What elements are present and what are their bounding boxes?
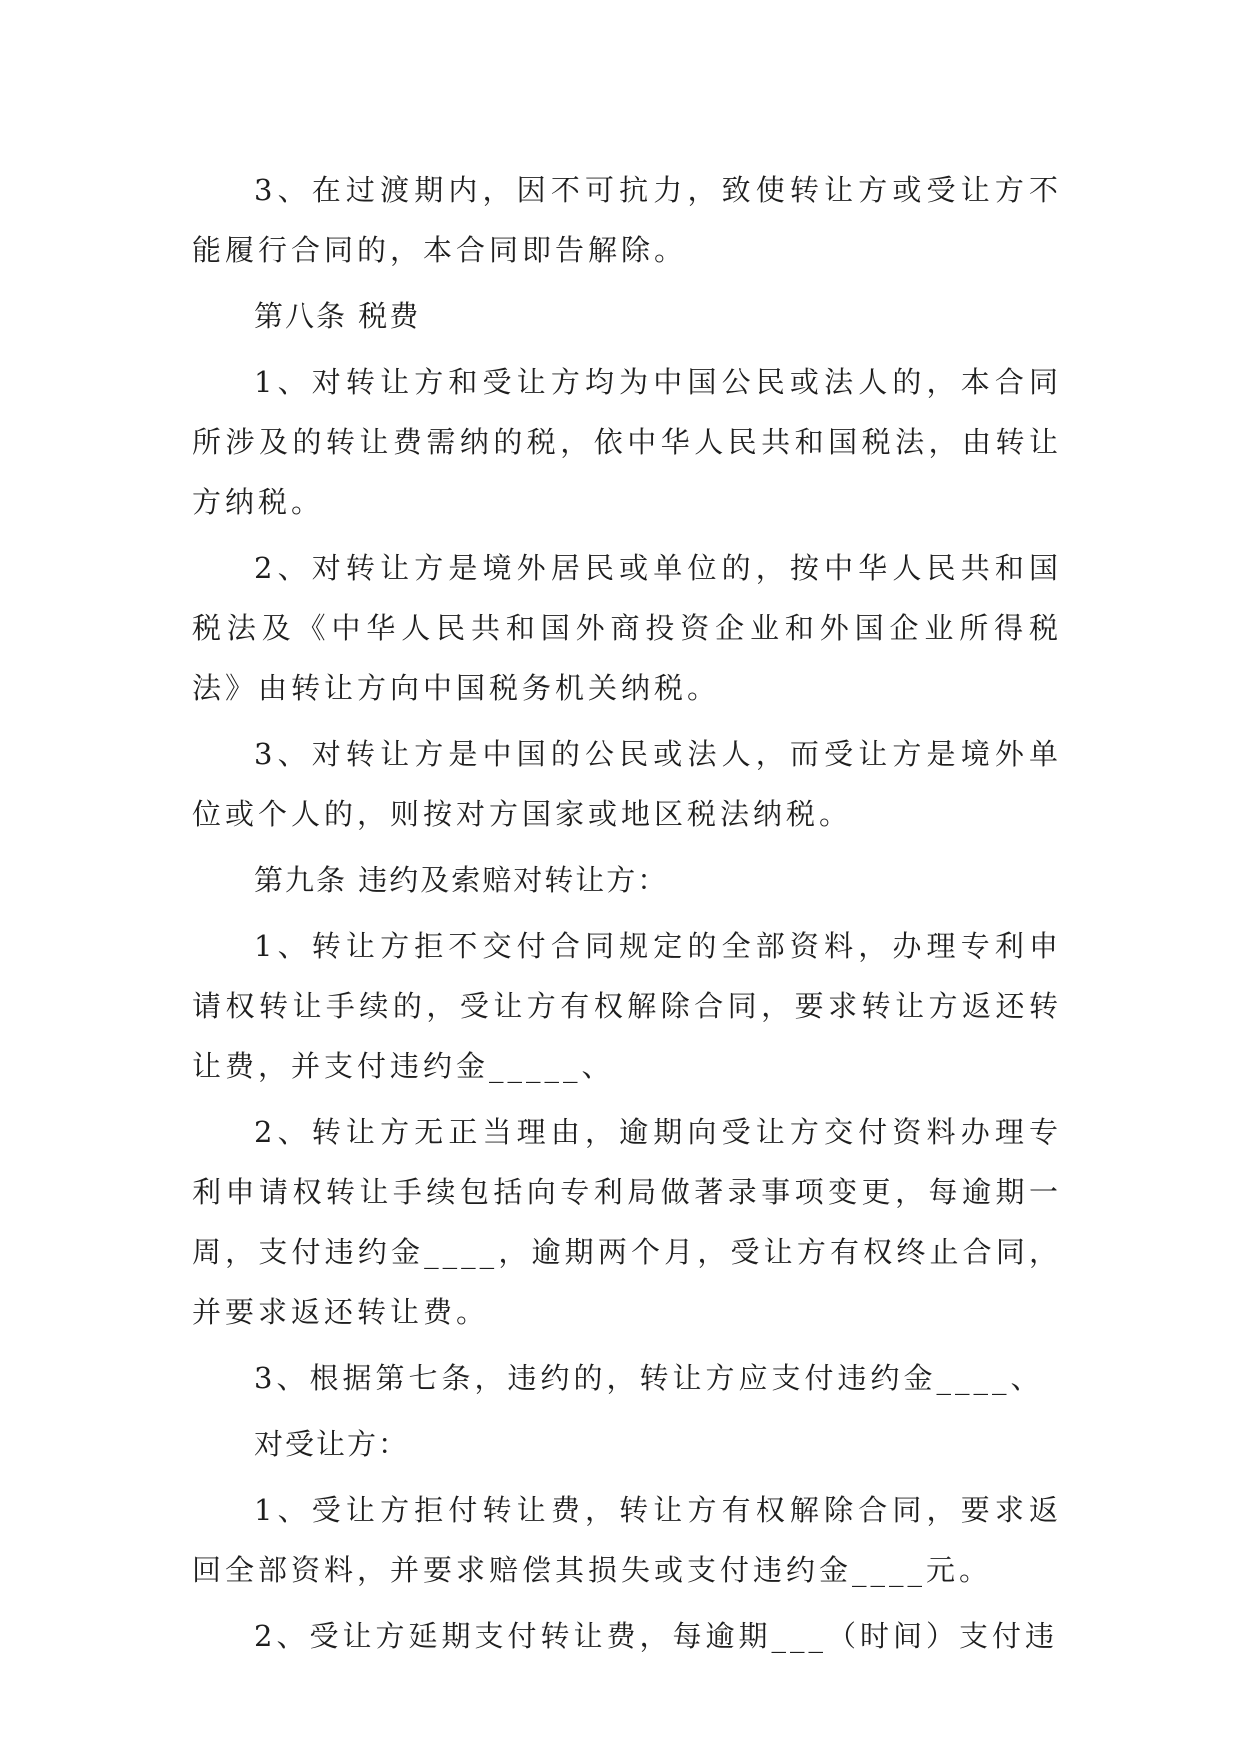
- article-9-heading: 第九条 违约及索赔对转让方：: [254, 863, 669, 897]
- clause-7-3: 3、在过渡期内，因不可抗力，致使转让方或受让方不能履行合同的，本合同即告解除。: [192, 173, 1062, 267]
- clause-8-1: 1、对转让方和受让方均为中国公民或法人的，本合同所涉及的转让费需纳的税，依中华人民共和国税法，由转让方纳税。: [192, 365, 1062, 519]
- clause-9-3: 3、根据第七条，违约的，转让方应支付违约金____、: [254, 1361, 1044, 1395]
- document-body: [192, 160, 1062, 1672]
- transferee-clause-1: 1、受让方拒付转让费，转让方有权解除合同，要求返回全部资料，并要求赔偿其损失或支付违约金____元。: [192, 1493, 1062, 1587]
- transferee-heading: 对受让方：: [254, 1427, 410, 1461]
- clause-9-2: 2、转让方无正当理由，逾期向受让方交付资料办理专利申请权转让手续包括向专利局做著录事项变更，每逾期一周，支付违约金____，逾期两个月，受让方有权终止合同，并要求返还转让费。: [192, 1115, 1062, 1329]
- transferee-clause-2: 2、受让方延期支付转让费，每逾期___（时间）支付违: [254, 1619, 1058, 1653]
- article-8-heading: 第八条 税费: [254, 299, 421, 333]
- clause-9-1: 1、转让方拒不交付合同规定的全部资料，办理专利申请权转让手续的，受让方有权解除合同，要求转让方返还转让费，并支付违约金_____、: [192, 929, 1062, 1083]
- clause-8-2: 2、对转让方是境外居民或单位的，按中华人民共和国税法及《中华人民共和国外商投资企业和外国企业所得税法》由转让方向中国税务机关纳税。: [192, 551, 1062, 705]
- clause-8-3: 3、对转让方是中国的公民或法人，而受让方是境外单位或个人的，则按对方国家或地区税法纳税。: [192, 737, 1062, 831]
